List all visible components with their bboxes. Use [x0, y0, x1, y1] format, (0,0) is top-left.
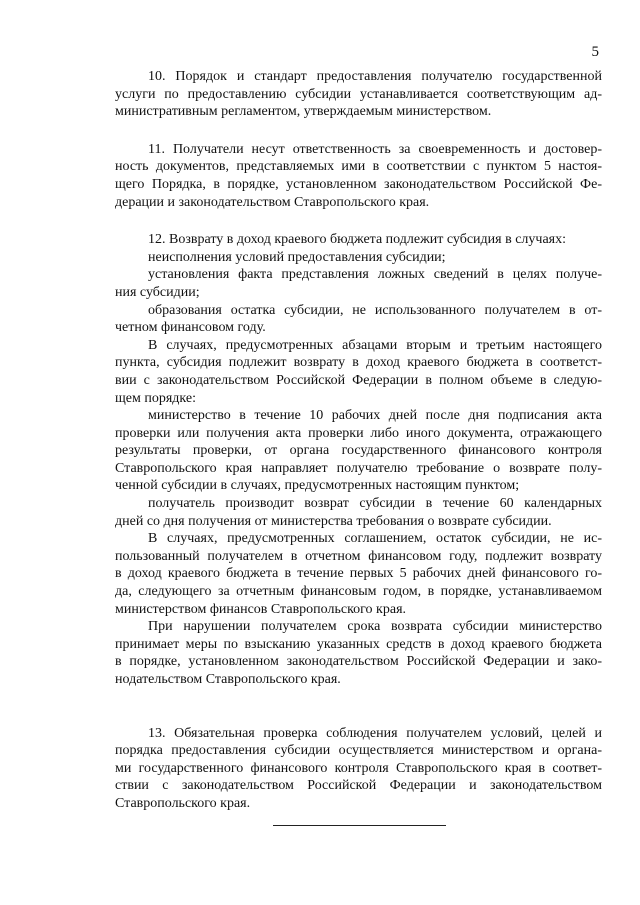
text-line: получатель производит возврат субсидии в течение 60 календарных [148, 496, 602, 512]
text-line: 11. Получатели несут ответственность за своевременность и достовер- [148, 141, 602, 157]
text-line: министерство в течение 10 рабочих дней после дня подписания акта [148, 408, 602, 424]
paragraph-12 [115, 231, 602, 688]
text-line: щего Порядка, в порядке, установленном законодательством Российской Фе- [115, 176, 602, 192]
paragraph-11 [115, 141, 602, 211]
paragraph-10 [115, 68, 602, 121]
text-line: образования остатка субсидии, не использованного получателем в от- [148, 302, 602, 318]
text-line: В случаях, предусмотренных абзацами вторым и третьим настоящего [148, 337, 602, 353]
text-line: дерации и законодательством Ставропольского края. [115, 194, 430, 210]
text-line: 10. Порядок и стандарт предоставления получателю государственной [148, 69, 602, 84]
text-line: нодательством Ставропольского края. [115, 672, 341, 687]
text-line: пункта, субсидия подлежит возврату в доход краевого бюджета в соответст- [115, 355, 602, 371]
text-line: дней со дня получения от министерства требования о возврате субсидии. [115, 513, 552, 529]
text-line: принимает меры по взысканию указанных средств в доход краевого бюджета [115, 636, 602, 652]
text-line: да, следующего за отчетным финансовым годом, в порядке, устанавливаемом [115, 584, 602, 600]
text-line: ния субсидии; [115, 284, 200, 300]
text-line: проверки или получения акта проверки либо иного документа, отражающего [115, 425, 602, 441]
paragraph-13 [115, 725, 602, 813]
text-line: порядка предоставления субсидии осуществляется министерством и органа- [115, 743, 602, 759]
text-line: вии с законодательством Российской Федерации в полном объеме в следую- [115, 372, 602, 388]
text-line: Ставропольского края. [115, 795, 251, 811]
text-line: ствии с законодательством Российской Федерации и законодательством [115, 778, 602, 794]
text-line: 12. Возврату в доход краевого бюджета подлежит субсидия в случаях: [148, 232, 566, 248]
text-line: услуги по предоставлению субсидии устанавливается соответствующим ад- [115, 86, 602, 102]
document-body [115, 68, 602, 833]
text-line: министерством финансов Ставропольского края. [115, 601, 407, 617]
text-line: щем порядке: [115, 390, 196, 406]
text-line: четном финансовом году. [115, 320, 266, 336]
text-line: неисполнения условий предоставления субсидии; [148, 249, 446, 265]
text-line: 13. Обязательная проверка соблюдения получателем условий, целей и [148, 725, 602, 741]
page-number: 5 [591, 44, 599, 60]
text-line: пользованный получателем в отчетном финансовом году, подлежит возврату [115, 548, 602, 564]
text-line: в доход краевого бюджета в течение первых 5 рабочих дней финансового го- [115, 566, 602, 582]
text-line: При нарушении получателем срока возврата субсидии министерство [148, 619, 602, 635]
text-line: ченной субсидии в случаях, предусмотренных настоящим пунктом; [115, 478, 520, 494]
text-line: министративным регламентом, утверждаемым министерством. [115, 104, 492, 120]
text-line: В случаях, предусмотренных соглашением, остаток субсидии, не ис- [148, 531, 602, 547]
text-line: ми государственного финансового контроля Ставропольского края в соответ- [115, 760, 602, 776]
text-line: в порядке, установленном законодательством Российской Федерации и зако- [115, 654, 602, 670]
end-separator-line [273, 825, 446, 826]
text-line: установления факта представления ложных сведений в целях получе- [148, 267, 602, 283]
text-line: ность документов, представляемых ими в соответствии с пунктом 5 настоя- [115, 159, 602, 175]
text-line: Ставропольского края направляет получателю требование о возврате полу- [115, 460, 602, 476]
text-line: результаты проверки, от органа государственного финансового контроля [115, 443, 602, 459]
